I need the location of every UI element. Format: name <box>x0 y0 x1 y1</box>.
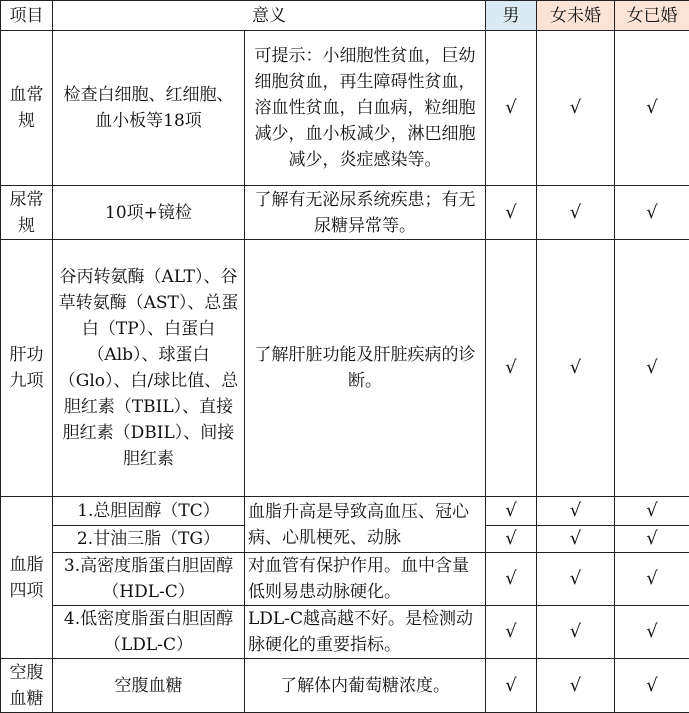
item-cell: 检查白细胞、红细胞、血小板等18项 <box>53 31 245 186</box>
check-mark: √ <box>537 497 615 526</box>
header-female-unmarried: 女未婚 <box>537 1 615 31</box>
item-cell: 3.高密度脂蛋白胆固醇（HDL-C） <box>53 553 245 606</box>
meaning-cell: LDL-C越高越不好。是检测动脉硬化的重要指标。 <box>245 606 486 659</box>
check-mark: √ <box>537 31 615 186</box>
table-row <box>1 31 689 186</box>
item-cell: 谷丙转氨酶（ALT）、谷草转氨酶（AST）、总蛋白（TP）、白蛋白（Alb）、球蛋白（Glo）、白/球比值、总胆红素（TBIL）、直接胆红素（DBIL）、间接胆红素 <box>53 240 245 497</box>
meaning-cell: 可提示：小细胞性贫血，巨幼细胞贫血，再生障碍性贫血，溶血性贫血，白血病，粒细胞减少，血小板减少，淋巴细胞减少，炎症感染等。 <box>245 31 486 186</box>
check-mark: √ <box>486 31 537 186</box>
category-cell: 血脂四项 <box>1 497 53 659</box>
check-mark: √ <box>615 553 689 606</box>
check-mark: √ <box>486 497 537 526</box>
check-mark: √ <box>486 553 537 606</box>
header-meaning: 意义 <box>53 1 486 31</box>
table-row <box>1 497 689 526</box>
table-row <box>1 240 689 497</box>
meaning-cell: 血脂升高是导致高血压、冠心病、心肌梗死、动脉 <box>245 497 486 553</box>
check-mark: √ <box>486 659 537 713</box>
category-cell: 空腹血糖 <box>1 659 53 713</box>
check-mark: √ <box>537 186 615 240</box>
check-mark: √ <box>537 553 615 606</box>
table-row <box>1 606 689 659</box>
table-row <box>1 186 689 240</box>
check-mark: √ <box>615 31 689 186</box>
meaning-cell: 了解有无泌尿系统疾患；有无尿糖异常等。 <box>245 186 486 240</box>
check-mark: √ <box>486 606 537 659</box>
table-row <box>1 553 689 606</box>
check-mark: √ <box>615 240 689 497</box>
item-cell: 10项+镜检 <box>53 186 245 240</box>
header-item: 项目 <box>1 1 53 31</box>
meaning-cell: 了解体内葡萄糖浓度。 <box>245 659 486 713</box>
check-mark: √ <box>486 240 537 497</box>
table-row <box>1 659 689 713</box>
meaning-cell: 了解肝脏功能及肝脏疾病的诊断。 <box>245 240 486 497</box>
item-cell: 2.甘油三脂（TG） <box>53 526 245 553</box>
check-mark: √ <box>615 186 689 240</box>
category-cell: 血常规 <box>1 31 53 186</box>
category-cell: 肝功九项 <box>1 240 53 497</box>
check-mark: √ <box>537 526 615 553</box>
check-mark: √ <box>537 240 615 497</box>
check-mark: √ <box>615 659 689 713</box>
header-male: 男 <box>486 1 537 31</box>
check-mark: √ <box>537 606 615 659</box>
meaning-cell: 对血管有保护作用。血中含量低则易患动脉硬化。 <box>245 553 486 606</box>
check-mark: √ <box>537 659 615 713</box>
header-female-married: 女已婚 <box>615 1 689 31</box>
check-mark: √ <box>615 606 689 659</box>
item-cell: 空腹血糖 <box>53 659 245 713</box>
check-mark: √ <box>615 526 689 553</box>
check-mark: √ <box>486 186 537 240</box>
header-row <box>1 1 689 31</box>
check-mark: √ <box>486 526 537 553</box>
item-cell: 1.总胆固醇（TC） <box>53 497 245 526</box>
item-cell: 4.低密度脂蛋白胆固醇（LDL-C） <box>53 606 245 659</box>
category-cell: 尿常规 <box>1 186 53 240</box>
check-mark: √ <box>615 497 689 526</box>
